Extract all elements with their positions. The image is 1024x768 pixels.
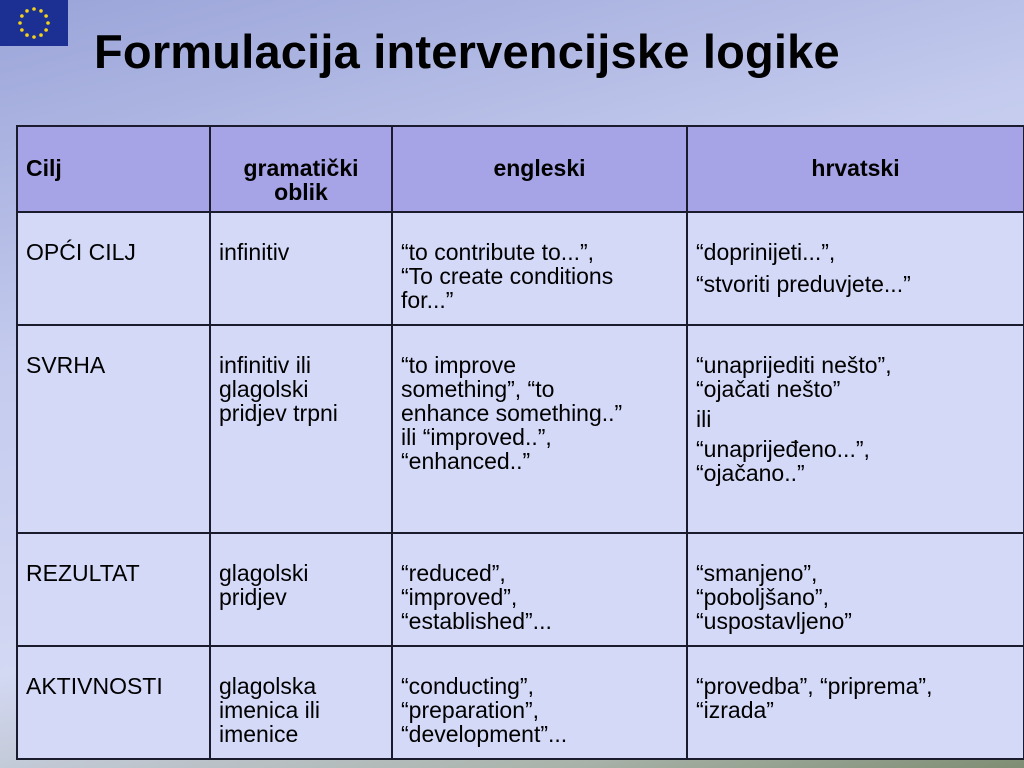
- row-engleski: “to improve something”, “to enhance something..” ili “improved..”, “enhanced..”: [392, 325, 687, 533]
- table-row: [17, 212, 1024, 325]
- intervention-logic-table: [16, 125, 1024, 760]
- row-cilj: SVRHA: [17, 325, 210, 533]
- row-hrvatski: “doprinijeti...”, “stvoriti preduvjete...”: [687, 212, 1024, 325]
- row-cilj: AKTIVNOSTI: [17, 646, 210, 759]
- table-row: [17, 533, 1024, 646]
- table-row: [17, 325, 1024, 533]
- row-cilj: OPĆI CILJ: [17, 212, 210, 325]
- row-engleski: “reduced”, “improved”, “established”...: [392, 533, 687, 646]
- row-oblik: glagolska imenica ili imenice: [210, 646, 392, 759]
- row-engleski: “to contribute to...”, “To create conditions for...”: [392, 212, 687, 325]
- row-oblik: glagolski pridjev: [210, 533, 392, 646]
- row-hrvatski: “unaprijediti nešto”, “ojačati nešto” ili “unaprijeđeno...”, “ojačano..”: [687, 325, 1024, 533]
- eu-flag-icon: [0, 0, 68, 46]
- row-oblik: infinitiv: [210, 212, 392, 325]
- header-hrvatski: hrvatski: [687, 126, 1024, 212]
- header-gramaticki-oblik: gramatički oblik: [210, 126, 392, 212]
- row-hrvatski: “provedba”, “priprema”, “izrada”: [687, 646, 1024, 759]
- row-engleski: “conducting”, “preparation”, “development”...: [392, 646, 687, 759]
- header-engleski: engleski: [392, 126, 687, 212]
- slide-title: Formulacija intervencijske logike: [94, 25, 840, 78]
- row-cilj: REZULTAT: [17, 533, 210, 646]
- table-header-row: [17, 126, 1024, 212]
- row-hrvatski: “smanjeno”, “poboljšano”, “uspostavljeno”: [687, 533, 1024, 646]
- header-cilj: Cilj: [17, 126, 210, 212]
- table-row: [17, 646, 1024, 759]
- row-oblik: infinitiv ili glagolski pridjev trpni: [210, 325, 392, 533]
